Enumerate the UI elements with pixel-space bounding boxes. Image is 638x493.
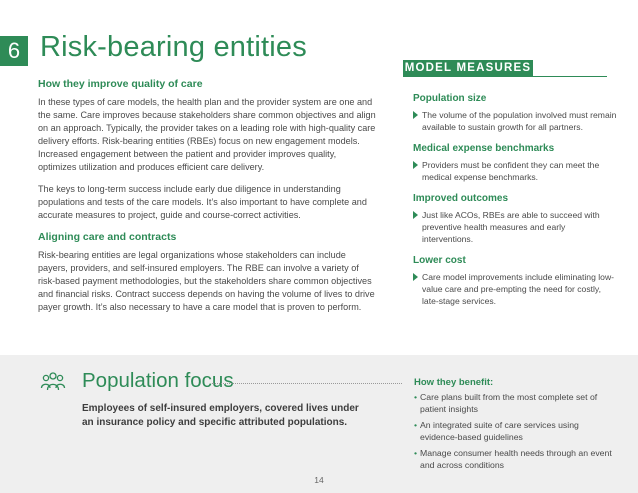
population-focus-title: Population focus — [82, 369, 234, 392]
model-measures-badge: MODEL MEASURES — [403, 60, 533, 77]
aligning-paragraph: Risk-bearing entities are legal organizations whose stakeholders can include payers, providers, and self-insured employers. The RBE can involve a variety of risk-based payment methodologies, but the stakeholders share common objectives and financial risks. Contract success depends on having the volume of lives to drive payer growth. It’s also necessary to have a care model that is proven to perform. — [38, 250, 375, 312]
measure-text: Just like ACOs, RBEs are able to succeed with preventive health measures and early interventions. — [422, 210, 600, 244]
arrow-right-icon — [413, 111, 418, 119]
measure-item — [413, 109, 618, 133]
measure-heading: Population size — [413, 93, 487, 104]
quality-paragraph-2: The keys to long-term success include early due diligence in understanding populations and tests of the care models. It’s also important to have complete and accurate measures to project, guide and course-correct activities. — [38, 184, 367, 220]
measure-improved-outcomes — [413, 193, 618, 245]
arrow-right-icon — [413, 211, 418, 219]
benefit-item: • Care plans built from the most complete set of patient insights — [414, 392, 614, 415]
left-column — [38, 78, 376, 323]
measure-medical-expense — [413, 143, 618, 183]
measure-lower-cost — [413, 255, 618, 307]
benefit-item: • Manage consumer health needs through an event and across conditions — [414, 448, 614, 471]
measure-item — [413, 271, 618, 307]
population-focus-description: Employees of self-insured employers, covered lives under an insurance policy and specific attributed populations. — [82, 403, 359, 428]
quality-heading: How they improve quality of care — [38, 78, 203, 90]
measure-item — [413, 159, 618, 183]
page-title: Risk-bearing entities — [40, 31, 307, 63]
arrow-right-icon — [413, 273, 418, 281]
measure-text: The volume of the population involved must remain available to sustain growth for all partners. — [422, 110, 617, 132]
measure-heading: Lower cost — [413, 255, 466, 266]
measure-item — [413, 209, 618, 245]
measure-text: Providers must be confident they can meet the medical expense benchmarks. — [422, 160, 600, 182]
dotted-divider — [212, 383, 402, 384]
benefits-heading: How they benefit: — [414, 377, 494, 388]
arrow-right-icon — [413, 161, 418, 169]
section-number: 6 — [0, 36, 28, 66]
benefit-item: • An integrated suite of care services using evidence-based guidelines — [414, 420, 614, 443]
measure-population-size — [413, 93, 618, 133]
benefits-list — [414, 392, 614, 476]
measure-heading: Improved outcomes — [413, 193, 509, 204]
model-measures-rule — [533, 76, 607, 77]
model-measures-list — [413, 93, 618, 317]
aligning-heading: Aligning care and contracts — [38, 231, 177, 243]
measure-text: Care model improvements include eliminating low-value care and pre-empting the need for costly, late-stage services. — [422, 272, 615, 306]
people-group-icon — [40, 371, 66, 393]
page-number: 14 — [314, 475, 324, 485]
measure-heading: Medical expense benchmarks — [413, 143, 555, 154]
quality-paragraph-1: In these types of care models, the health plan and the provider system are one and the same. Care improves because stakeholders share common objectives and align on an approach. Typically, the provider takes on a leading role with high-quality care delivery efforts. Risk-bearing entities (RBEs) focus on new engagement models. Increased engagement between the patient and provider improves quality, optimizes utilization and produces efficient care delivery. — [38, 97, 376, 172]
